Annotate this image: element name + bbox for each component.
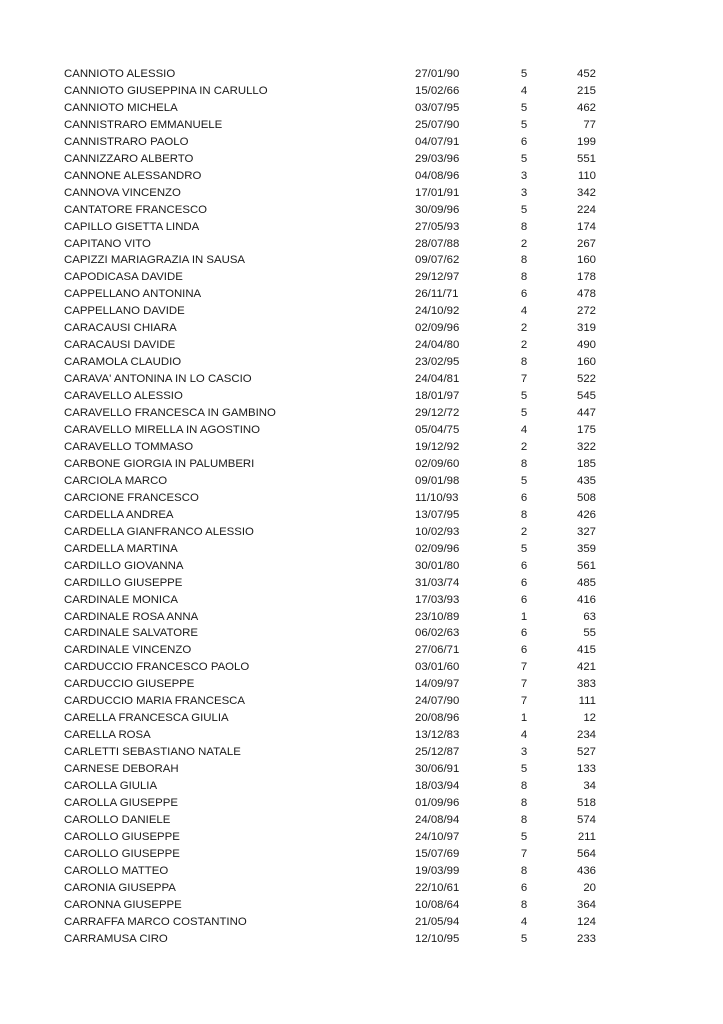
value-cell: 233	[576, 932, 596, 945]
person-name: CARRAFFA MARCO COSTANTINO	[64, 915, 247, 928]
date-cell: 10/02/93	[415, 525, 460, 538]
number-cell: 5	[520, 101, 528, 114]
date-cell: 30/06/91	[415, 763, 460, 776]
person-name: CARAMOLA CLAUDIO	[64, 356, 182, 369]
table-row	[0, 829, 723, 846]
value-cell: 452	[576, 68, 596, 80]
number-cell: 5	[520, 390, 528, 403]
value-cell: 12	[583, 712, 596, 725]
person-name: CARLETTI SEBASTIANO NATALE	[64, 746, 241, 759]
person-name: CARCIONE FRANCESCO	[64, 491, 199, 504]
value-cell: 416	[576, 593, 596, 606]
person-name: CARONIA GIUSEPPA	[64, 881, 176, 894]
person-name: CARAVELLO ALESSIO	[64, 390, 183, 403]
person-name: CAROLLO GIUSEPPE	[64, 847, 180, 860]
value-cell: 63	[583, 610, 596, 623]
table-row	[0, 931, 723, 948]
value-cell: 224	[576, 203, 596, 216]
number-cell: 6	[520, 576, 528, 589]
number-cell: 5	[520, 542, 528, 555]
date-cell: 06/02/63	[415, 627, 460, 640]
person-name: CAROLLA GIULIA	[64, 780, 158, 793]
table-row	[0, 609, 723, 626]
number-cell: 8	[520, 356, 528, 369]
person-name: CANNONE ALESSANDRO	[64, 169, 202, 182]
table-row	[0, 863, 723, 880]
value-cell: 364	[576, 898, 596, 911]
person-name: CARDINALE SALVATORE	[64, 627, 198, 640]
person-name: CARONNA GIUSEPPE	[64, 898, 182, 911]
person-name: CARNESE DEBORAH	[64, 763, 179, 776]
value-cell: 160	[576, 356, 596, 369]
table-row	[0, 744, 723, 761]
date-cell: 24/08/94	[415, 813, 460, 826]
date-cell: 04/07/91	[415, 135, 460, 148]
date-cell: 05/04/75	[415, 424, 460, 437]
date-cell: 04/08/96	[415, 169, 460, 182]
number-cell: 2	[520, 339, 528, 352]
table-row	[0, 168, 723, 185]
value-cell: 574	[576, 813, 596, 826]
value-cell: 211	[577, 830, 596, 843]
value-cell: 272	[576, 305, 596, 318]
table-row	[0, 575, 723, 592]
value-cell: 522	[576, 373, 596, 386]
person-name: CARRAMUSA CIRO	[64, 932, 168, 945]
table-row	[0, 354, 723, 371]
value-cell: 462	[576, 101, 596, 114]
table-row	[0, 202, 723, 219]
number-cell: 6	[520, 288, 528, 301]
date-cell: 17/01/91	[415, 186, 460, 199]
number-cell: 1	[520, 610, 528, 623]
number-cell: 8	[520, 220, 528, 233]
person-name: CANNIOTO ALESSIO	[64, 68, 176, 80]
value-cell: 342	[576, 186, 596, 199]
date-cell: 22/10/61	[415, 881, 460, 894]
table-row	[0, 117, 723, 134]
number-cell: 4	[520, 729, 528, 742]
table-row	[0, 659, 723, 676]
value-cell: 160	[576, 254, 596, 267]
number-cell: 5	[520, 830, 528, 843]
person-name: CARACAUSI CHIARA	[64, 322, 177, 335]
date-cell: 21/05/94	[415, 915, 460, 928]
table-row	[0, 269, 723, 286]
date-cell: 30/09/96	[415, 203, 460, 216]
table-row	[0, 219, 723, 236]
number-cell: 5	[520, 407, 528, 420]
table-row	[0, 795, 723, 812]
date-cell: 24/04/81	[415, 373, 460, 386]
value-cell: 426	[576, 508, 596, 521]
person-name: CAROLLA GIUSEPPE	[64, 796, 178, 809]
value-cell: 111	[578, 695, 596, 708]
date-cell: 31/03/74	[415, 576, 460, 589]
table-row	[0, 625, 723, 642]
person-name: CAROLLO MATTEO	[64, 864, 169, 877]
person-name: CARDELLA MARTINA	[64, 542, 178, 555]
value-cell: 215	[576, 84, 596, 97]
table-row	[0, 473, 723, 490]
value-cell: 327	[576, 525, 596, 538]
person-name: CAPILLO GISETTA LINDA	[64, 220, 200, 233]
person-name: CARACAUSI DAVIDE	[64, 339, 176, 352]
table-row	[0, 286, 723, 303]
date-cell: 13/12/83	[415, 729, 460, 742]
table-row	[0, 66, 723, 83]
number-cell: 8	[520, 796, 528, 809]
value-cell: 319	[576, 322, 596, 335]
person-name: CARAVELLO TOMMASO	[64, 440, 194, 453]
person-name: CANNIZZARO ALBERTO	[64, 152, 194, 165]
date-cell: 14/09/97	[415, 678, 460, 691]
number-cell: 6	[520, 644, 528, 657]
number-cell: 8	[520, 271, 528, 284]
table-row	[0, 812, 723, 829]
date-cell: 13/07/95	[415, 508, 460, 521]
value-cell: 55	[583, 627, 596, 640]
person-name: CARDILLO GIOVANNA	[64, 559, 184, 572]
table-row	[0, 914, 723, 931]
date-cell: 19/03/99	[415, 864, 460, 877]
table-row	[0, 693, 723, 710]
date-cell: 24/04/80	[415, 339, 460, 352]
person-name: CARAVELLO MIRELLA IN AGOSTINO	[64, 424, 261, 437]
number-cell: 6	[520, 627, 528, 640]
number-cell: 8	[520, 898, 528, 911]
table-row	[0, 710, 723, 727]
date-cell: 09/01/98	[415, 474, 460, 487]
date-cell: 27/05/93	[415, 220, 460, 233]
date-cell: 30/01/80	[415, 559, 460, 572]
number-cell: 8	[520, 254, 528, 267]
value-cell: 322	[576, 440, 596, 453]
table-row	[0, 676, 723, 693]
date-cell: 15/07/69	[415, 847, 460, 860]
value-cell: 551	[576, 152, 596, 165]
number-cell: 5	[520, 474, 528, 487]
date-cell: 18/01/97	[415, 390, 460, 403]
number-cell: 5	[520, 932, 528, 945]
value-cell: 383	[576, 678, 596, 691]
value-cell: 175	[576, 424, 596, 437]
number-cell: 7	[520, 373, 528, 386]
value-cell: 415	[576, 644, 596, 657]
table-row	[0, 236, 723, 253]
value-cell: 178	[576, 271, 596, 284]
person-name: CANTATORE FRANCESCO	[64, 203, 208, 216]
table-row	[0, 846, 723, 863]
person-name: CARAVA' ANTONINA IN LO CASCIO	[64, 373, 252, 386]
number-cell: 8	[520, 457, 528, 470]
date-cell: 17/03/93	[415, 593, 460, 606]
person-name: CAROLLO GIUSEPPE	[64, 830, 180, 843]
value-cell: 478	[576, 288, 596, 301]
date-cell: 27/01/90	[415, 68, 460, 80]
date-cell: 24/07/90	[415, 695, 460, 708]
number-cell: 6	[520, 881, 528, 894]
value-cell: 508	[576, 491, 596, 504]
table-row	[0, 727, 723, 744]
number-cell: 7	[520, 695, 528, 708]
date-cell: 25/07/90	[415, 118, 460, 131]
value-cell: 564	[576, 847, 596, 860]
number-cell: 3	[520, 169, 528, 182]
person-name: CARDELLA GIANFRANCO ALESSIO	[64, 525, 254, 538]
number-cell: 2	[520, 237, 528, 250]
value-cell: 545	[576, 390, 596, 403]
date-cell: 12/10/95	[415, 932, 460, 945]
person-name: CARCIOLA MARCO	[64, 474, 168, 487]
number-cell: 8	[520, 813, 528, 826]
value-cell: 490	[576, 339, 596, 352]
table-row	[0, 151, 723, 168]
date-cell: 29/12/97	[415, 271, 460, 284]
person-name: CAROLLO DANIELE	[64, 813, 171, 826]
number-cell: 6	[520, 135, 528, 148]
date-cell: 24/10/92	[415, 305, 460, 318]
person-name: CANNOVA VINCENZO	[64, 186, 181, 199]
number-cell: 8	[520, 780, 528, 793]
value-cell: 199	[576, 135, 596, 148]
person-name: CARDUCCIO FRANCESCO PAOLO	[64, 661, 250, 674]
table-row	[0, 456, 723, 473]
table-row	[0, 642, 723, 659]
table-row	[0, 541, 723, 558]
person-name: CARDELLA ANDREA	[64, 508, 174, 521]
number-cell: 4	[520, 84, 528, 97]
table-row	[0, 880, 723, 897]
date-cell: 23/02/95	[415, 356, 460, 369]
number-cell: 5	[520, 203, 528, 216]
date-cell: 03/07/95	[415, 101, 460, 114]
number-cell: 5	[520, 763, 528, 776]
person-name: CARELLA ROSA	[64, 729, 151, 742]
value-cell: 20	[583, 881, 596, 894]
value-cell: 527	[576, 746, 596, 759]
value-cell: 436	[576, 864, 596, 877]
date-cell: 27/06/71	[415, 644, 460, 657]
table-row	[0, 252, 723, 269]
person-name: CARDINALE MONICA	[64, 593, 178, 606]
value-cell: 77	[583, 118, 596, 131]
person-name: CANNISTRARO PAOLO	[64, 135, 189, 148]
date-cell: 02/09/96	[415, 322, 460, 335]
person-name: CAPODICASA DAVIDE	[64, 271, 183, 284]
table-row	[0, 490, 723, 507]
number-cell: 6	[520, 593, 528, 606]
table-row	[0, 134, 723, 151]
value-cell: 359	[576, 542, 596, 555]
value-cell: 561	[576, 559, 596, 572]
table-row	[0, 507, 723, 524]
person-name: CANNIOTO GIUSEPPINA IN CARULLO	[64, 84, 268, 97]
date-cell: 29/03/96	[415, 152, 460, 165]
table-row	[0, 761, 723, 778]
date-cell: 02/09/60	[415, 457, 460, 470]
person-name: CARDUCCIO MARIA FRANCESCA	[64, 695, 246, 708]
number-cell: 1	[520, 712, 528, 725]
table-row	[0, 100, 723, 117]
person-name: CARELLA FRANCESCA GIULIA	[64, 712, 229, 725]
date-cell: 28/07/88	[415, 237, 460, 250]
number-cell: 3	[520, 746, 528, 759]
value-cell: 435	[576, 474, 596, 487]
table-row	[0, 185, 723, 202]
table-row	[0, 337, 723, 354]
date-cell: 03/01/60	[415, 661, 460, 674]
date-cell: 25/12/87	[415, 746, 460, 759]
number-cell: 2	[520, 440, 528, 453]
date-cell: 24/10/97	[415, 830, 460, 843]
date-cell: 10/08/64	[415, 898, 460, 911]
date-cell: 18/03/94	[415, 780, 460, 793]
value-cell: 174	[576, 220, 596, 233]
table-row	[0, 778, 723, 795]
value-cell: 267	[576, 237, 596, 250]
date-cell: 19/12/92	[415, 440, 460, 453]
number-cell: 7	[520, 847, 528, 860]
date-cell: 09/07/62	[415, 254, 460, 267]
person-name: CARDUCCIO GIUSEPPE	[64, 678, 195, 691]
value-cell: 110	[577, 169, 596, 182]
value-cell: 34	[583, 780, 596, 793]
date-cell: 23/10/89	[415, 610, 460, 623]
person-name: CANNISTRARO EMMANUELE	[64, 118, 223, 131]
table-row	[0, 422, 723, 439]
number-cell: 5	[520, 152, 528, 165]
table-row	[0, 405, 723, 422]
name-list-table	[0, 66, 723, 948]
person-name: CANNIOTO MICHELA	[64, 101, 178, 114]
person-name: CARDILLO GIUSEPPE	[64, 576, 183, 589]
number-cell: 3	[520, 186, 528, 199]
value-cell: 518	[576, 796, 596, 809]
date-cell: 15/02/66	[415, 84, 460, 97]
number-cell: 6	[520, 559, 528, 572]
person-name: CAPITANO VITO	[64, 237, 151, 250]
number-cell: 6	[520, 491, 528, 504]
table-row	[0, 83, 723, 100]
value-cell: 485	[576, 576, 596, 589]
table-row	[0, 592, 723, 609]
person-name: CARBONE GIORGIA IN PALUMBERI	[64, 457, 255, 470]
date-cell: 11/10/93	[415, 491, 459, 504]
date-cell: 01/09/96	[415, 796, 460, 809]
number-cell: 8	[520, 508, 528, 521]
number-cell: 7	[520, 661, 528, 674]
table-row	[0, 558, 723, 575]
table-row	[0, 439, 723, 456]
value-cell: 124	[576, 915, 596, 928]
person-name: CARDINALE VINCENZO	[64, 644, 192, 657]
value-cell: 234	[576, 729, 596, 742]
table-row	[0, 303, 723, 320]
table-row	[0, 388, 723, 405]
person-name: CAPIZZI MARIAGRAZIA IN SAUSA	[64, 254, 246, 267]
number-cell: 4	[520, 305, 528, 318]
value-cell: 133	[576, 763, 596, 776]
value-cell: 185	[576, 457, 596, 470]
person-name: CAPPELLANO DAVIDE	[64, 305, 185, 318]
number-cell: 7	[520, 678, 528, 691]
date-cell: 20/08/96	[415, 712, 460, 725]
person-name: CARDINALE ROSA ANNA	[64, 610, 199, 623]
date-cell: 02/09/96	[415, 542, 460, 555]
person-name: CARAVELLO FRANCESCA IN GAMBINO	[64, 407, 276, 420]
number-cell: 2	[520, 525, 528, 538]
table-row	[0, 524, 723, 541]
number-cell: 4	[520, 915, 528, 928]
date-cell: 26/11/71	[415, 288, 459, 301]
person-name: CAPPELLANO ANTONINA	[64, 288, 202, 301]
date-cell: 29/12/72	[415, 407, 460, 420]
value-cell: 421	[576, 661, 596, 674]
table-row	[0, 320, 723, 337]
table-row	[0, 371, 723, 388]
number-cell: 2	[520, 322, 528, 335]
table-row	[0, 897, 723, 914]
number-cell: 5	[520, 118, 528, 131]
number-cell: 8	[520, 864, 528, 877]
value-cell: 447	[576, 407, 596, 420]
number-cell: 4	[520, 424, 528, 437]
number-cell: 5	[520, 68, 528, 80]
